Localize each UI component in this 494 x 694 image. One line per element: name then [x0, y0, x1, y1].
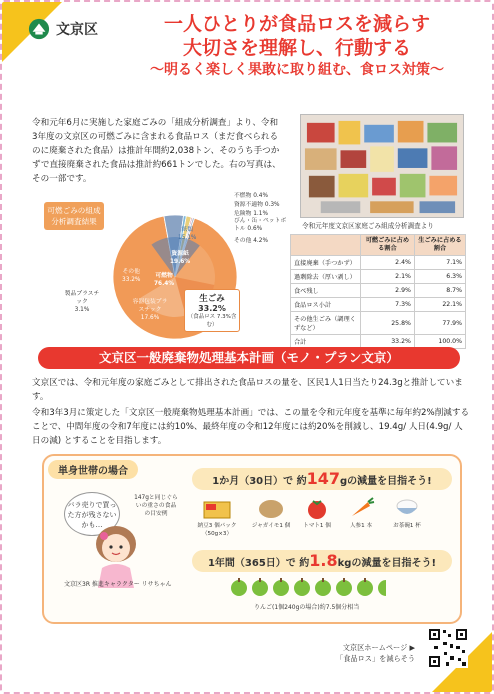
table-cell: その他生ごみ（調理くずなど）: [291, 312, 361, 335]
table-row: [291, 312, 466, 335]
table-cell: 2.9%: [360, 284, 414, 298]
food-item-carrot: 人参1 本: [336, 496, 386, 530]
table-cell: 25.8%: [360, 312, 414, 335]
table-cell: 33.2%: [360, 335, 414, 349]
food-item-natto: 納豆3 個パック（50g×3）: [192, 496, 242, 538]
plan-paragraph-1: 文京区では、令和元年度の家庭ごみとして排出された食品ロスの量を、区民1人1日当たり24.3gと推計しています。: [32, 378, 463, 402]
ward-logo: [28, 18, 98, 40]
table-cell: 直接廃棄（手つかず）: [291, 256, 361, 270]
food-item-rice: お茶碗1 杯: [382, 496, 432, 530]
apple-caption: りんご(1個240gの場合)約7.5個分相当: [254, 604, 360, 611]
intro-text: 令和元年6月に実施した家庭ごみの「組成分析調査」より、令和3年度の文京区の可燃ごみに含まれる食品ロス（まだ食べられるのに廃棄された食品）は推計年間約2,038トン、そのうち手つかずで直接廃棄された食品は推計約661トンでした。右の写真は、その一部です。: [32, 118, 281, 184]
table-cell: 7.1%: [414, 256, 465, 270]
natto-icon: [202, 496, 232, 520]
table-caption: 令和元年度文京区家庭ごみ組成分析調査より: [302, 222, 434, 230]
single-household-tag: 単身世帯の場合: [48, 460, 138, 479]
table-cell: 22.1%: [414, 298, 465, 312]
namagomi-label: 生ごみ: [199, 294, 225, 304]
food-item-potato: ジャガイモ1 個: [246, 496, 296, 530]
food-item-tomato: トマト1 個: [292, 496, 342, 530]
food-waste-photo-image: [301, 115, 463, 217]
table-cell: 合計: [291, 335, 361, 349]
table-cell: 2.4%: [360, 256, 414, 270]
half-apple-icon: [377, 577, 387, 597]
table-cell: 8.7%: [414, 284, 465, 298]
apple-icon: [314, 577, 332, 597]
apple-icon: [251, 577, 269, 597]
table-row: [291, 270, 466, 284]
label-kanen: 可燃物 76.4%: [154, 273, 175, 287]
tomato-icon: [302, 496, 332, 520]
plan-section-band: 文京区一般廃棄物処理基本計画（モノ・プラン文京）: [38, 347, 460, 369]
table-row: [291, 256, 466, 270]
apple-icon: [293, 577, 311, 597]
table-row: [291, 298, 466, 312]
label-shi: 紙類 15.1%: [178, 227, 197, 241]
table-cell: 77.9%: [414, 312, 465, 335]
label-shigen-paper: 資源紙 19.6%: [170, 251, 191, 265]
label-bin-can: びん・缶・ペットボトル 0.6%: [234, 218, 287, 232]
ward-name: 文京区: [56, 22, 98, 38]
table-header-cell: [291, 235, 361, 256]
composition-table: [290, 234, 466, 349]
label-fuen: 不燃物 0.4%: [234, 193, 268, 199]
food-waste-photo: [300, 114, 464, 218]
potato-icon: [256, 496, 286, 520]
table-cell: 100.0%: [414, 335, 465, 349]
yearly-goal: 1年間（365日）で 約1.8kgの減量を目指そう!: [192, 550, 452, 572]
table-cell: 7.3%: [360, 298, 414, 312]
table-header-cell: 生ごみに占める割合: [414, 235, 465, 256]
title-line-1: 一人ひとりが食品ロスを減らす: [163, 13, 430, 35]
plan-paragraph-2: 令和3年3月に策定した「文京区一般廃棄物処理基本計画」では、この量を令和元年度を基準に毎年約2%削減することで、中間年度の令和7年度には約10%、最終年度の令和12年度には約20%を削減し、19.4g/ 人日(4.9g/ 人日の減) とすることを目指します。: [32, 408, 470, 446]
character-caption: 文京区3R 推進キャラクター リサちゃん: [64, 581, 172, 588]
table-header-cell: 可燃ごみに占める割合: [360, 235, 414, 256]
apple-icon: [335, 577, 353, 597]
speech-bubble: バラ売りで買った方が残さないかも…: [64, 492, 120, 536]
weight-note: 147gと同じぐらいの重さの食品の目安例: [134, 495, 178, 517]
label-sonota2: その他 33.2%: [122, 269, 141, 283]
table-cell: 2.1%: [360, 270, 414, 284]
pie-section-label: 可燃ごみの組成分析調査結果: [44, 202, 104, 230]
namagomi-note: （食品ロス 7.3%含む）: [187, 314, 237, 328]
ward-emblem-icon: [28, 18, 50, 40]
apple-row: [230, 577, 387, 597]
monthly-goal: 1か月（30日）で 約147gの減量を目指そう!: [192, 468, 452, 490]
label-kiken: 危険物 1.1%: [234, 211, 268, 217]
apple-icon: [230, 577, 248, 597]
table-cell: 過剰除去（厚い剥し）: [291, 270, 361, 284]
rice-bowl-icon: [392, 496, 422, 520]
label-shigen-futeki: 資源不適物 0.3%: [234, 202, 280, 208]
table-header-row: [291, 235, 466, 256]
carrot-icon: [346, 496, 376, 520]
page-title: [122, 12, 472, 80]
title-line-3: 〜明るく楽しく果敢に取り組む、食ロス対策〜: [150, 62, 444, 78]
table-cell: 食品ロス小計: [291, 298, 361, 312]
table-cell: 食べ残し: [291, 284, 361, 298]
label-plastic: 容器包装プラスチック 17.6%: [132, 299, 168, 321]
apple-icon: [356, 577, 374, 597]
label-seihin-plastic: 製品プラスチック 3.1%: [64, 291, 100, 313]
title-line-2: 大切さを理解し、行動する: [182, 37, 411, 59]
homepage-link[interactable]: 文京区ホームページ ▶ 「食品ロス」を減らそう: [336, 643, 416, 663]
apple-icon: [272, 577, 290, 597]
namagomi-value: 33.2%: [198, 304, 226, 313]
table-cell: 6.3%: [414, 270, 465, 284]
label-sonota: その他 4.2%: [234, 238, 268, 244]
table-row: [291, 284, 466, 298]
namagomi-callout: [184, 289, 240, 332]
qr-code-icon[interactable]: [428, 628, 468, 668]
